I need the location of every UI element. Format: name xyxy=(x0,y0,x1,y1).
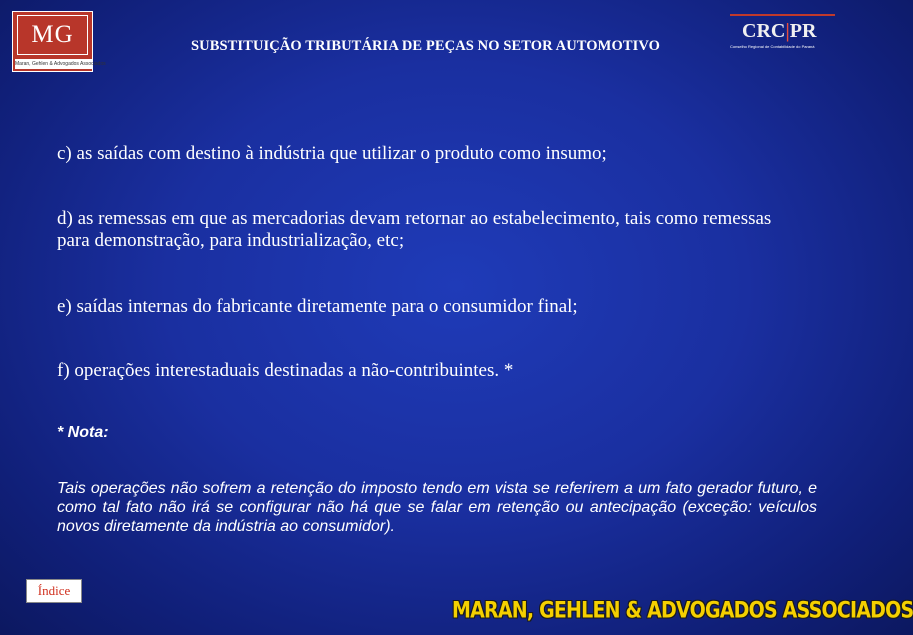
index-button[interactable]: Índice xyxy=(26,579,82,603)
list-item-f: f) operações interestaduais destinadas a não-contribuintes. * xyxy=(57,360,514,381)
note-label: * Nota: xyxy=(57,424,109,441)
mg-logo-frame xyxy=(17,15,88,55)
note-text: Tais operações não sofrem a retenção do imposto tendo em vista se referirem a um fato gerador futuro, e como tal fato não irá se configurar não há que se falar em retenção ou antecipação (exceção: veículos novos diretamente da indústria ao consumidor). xyxy=(57,480,817,535)
mg-logo-subtitle: Maran, Gehlen & Advogados Associados xyxy=(15,61,106,67)
footer-brand-text: MARAN, GEHLEN & ADVOGADOS ASSOCIADOS xyxy=(452,598,913,624)
list-item-d: d) as remessas em que as mercadorias devam retornar ao estabelecimento, tais como remessas para demonstração, para industrialização, etc; xyxy=(57,208,772,251)
mg-logo xyxy=(12,11,106,72)
mg-logo-text: MG xyxy=(31,21,74,48)
list-item-e: e) saídas internas do fabricante diretamente para o consumidor final; xyxy=(57,296,578,317)
list-item-c: c) as saídas com destino à indústria que utilizar o produto como insumo; xyxy=(57,143,607,164)
crc-logo-text xyxy=(742,20,816,43)
crc-logo-text-pr: PR xyxy=(789,20,817,42)
page-title: SUBSTITUIÇÃO TRIBUTÁRIA DE PEÇAS NO SETOR AUTOMOTIVO xyxy=(190,38,661,54)
crc-logo-tagline: Conselho Regional de Contabilidade do Paraná xyxy=(730,44,815,49)
crc-logo-top-line xyxy=(730,14,835,16)
crc-logo-divider: | xyxy=(785,20,790,42)
crc-pr-logo xyxy=(730,10,835,54)
crc-logo-text-crc: CRC xyxy=(742,20,786,42)
